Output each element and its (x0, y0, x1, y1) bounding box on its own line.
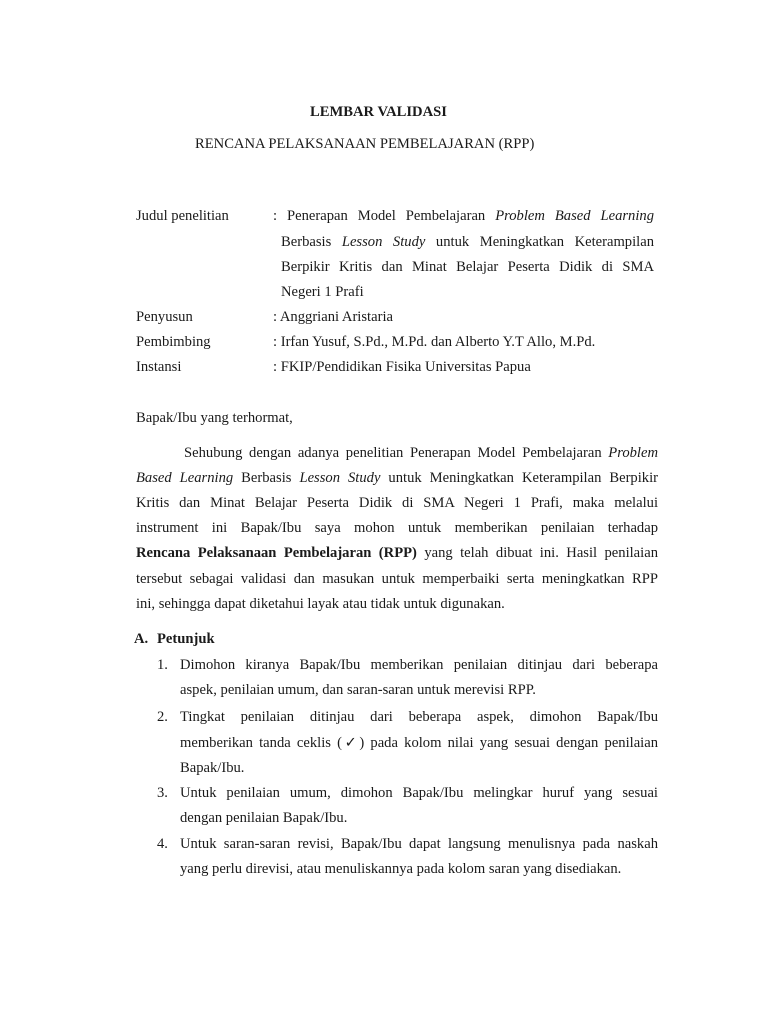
paragraph-line: Sehubung dengan adanya penelitian Penerapan Model Pembelajaran Problem (184, 445, 658, 461)
list-item-text: yang perlu direvisi, atau menuliskannya pada kolom saran yang disediakan. (180, 861, 622, 877)
judul-value-line1: : Penerapan Model Pembelajaran Problem Based Learning (273, 208, 654, 224)
penyusun-label: Penyusun (136, 309, 193, 325)
pembimbing-label: Pembimbing (136, 334, 211, 350)
list-item-text: Dimohon kiranya Bapak/Ibu memberikan penilaian ditinjau dari beberapa (180, 657, 658, 673)
list-item-text: Tingkat penilaian ditinjau dari beberapa aspek, dimohon Bapak/Ibu (180, 709, 658, 725)
document-subtitle: RENCANA PELAKSANAAN PEMBELAJARAN (RPP) (195, 136, 535, 152)
list-item-text: Untuk penilaian umum, dimohon Bapak/Ibu melingkar huruf yang sesuai (180, 785, 658, 801)
instansi-label: Instansi (136, 359, 182, 375)
pembimbing-value: : Irfan Yusuf, S.Pd., M.Pd. dan Alberto Y.T Allo, M.Pd. (273, 334, 596, 350)
judul-value-line3: Berpikir Kritis dan Minat Belajar Peserta Didik di SMA (281, 259, 654, 275)
paragraph-line: instrument ini Bapak/Ibu saya mohon untuk memberikan penilaian terhadap (136, 520, 658, 536)
list-item-text: Bapak/Ibu. (180, 760, 245, 776)
paragraph-line: Based Learning Berbasis Lesson Study untuk Meningkatkan Keterampilan Berpikir (136, 470, 658, 486)
judul-label: Judul penelitian (136, 208, 229, 224)
checkmark-icon: ✓ (342, 735, 360, 751)
paragraph-line: tersebut sebagai validasi dan masukan untuk memperbaiki serta meningkatkan RPP (136, 571, 658, 587)
list-item-number: 3. (157, 785, 168, 801)
paragraph-line: Kritis dan Minat Belajar Peserta Didik di SMA Negeri 1 Prafi, maka melalui (136, 495, 658, 511)
section-heading: Petunjuk (157, 631, 215, 647)
paragraph-line: ini, sehingga dapat diketahui layak atau tidak untuk digunakan. (136, 596, 505, 612)
greeting: Bapak/Ibu yang terhormat, (136, 410, 293, 426)
list-item-text: aspek, penilaian umum, dan saran-saran untuk merevisi RPP. (180, 682, 536, 698)
instansi-value: : FKIP/Pendidikan Fisika Universitas Papua (273, 359, 531, 375)
penyusun-value: : Anggriani Aristaria (273, 309, 393, 325)
section-number: A. (134, 631, 149, 647)
judul-value-line2: Berbasis Lesson Study untuk Meningkatkan Keterampilan (281, 234, 654, 250)
list-item-text: memberikan tanda ceklis (✓) pada kolom nilai yang sesuai dengan penilaian (180, 735, 659, 751)
list-item-number: 1. (157, 657, 168, 673)
judul-value-line4: Negeri 1 Prafi (281, 284, 364, 300)
list-item-number: 4. (157, 836, 168, 852)
list-item-text: Untuk saran-saran revisi, Bapak/Ibu dapat langsung menulisnya pada naskah (180, 836, 658, 852)
list-item-number: 2. (157, 709, 168, 725)
document-title: LEMBAR VALIDASI (310, 104, 447, 120)
paragraph-line: Rencana Pelaksanaan Pembelajaran (RPP) yang telah dibuat ini. Hasil penilaian (136, 545, 658, 561)
list-item-text: dengan penilaian Bapak/Ibu. (180, 810, 348, 826)
